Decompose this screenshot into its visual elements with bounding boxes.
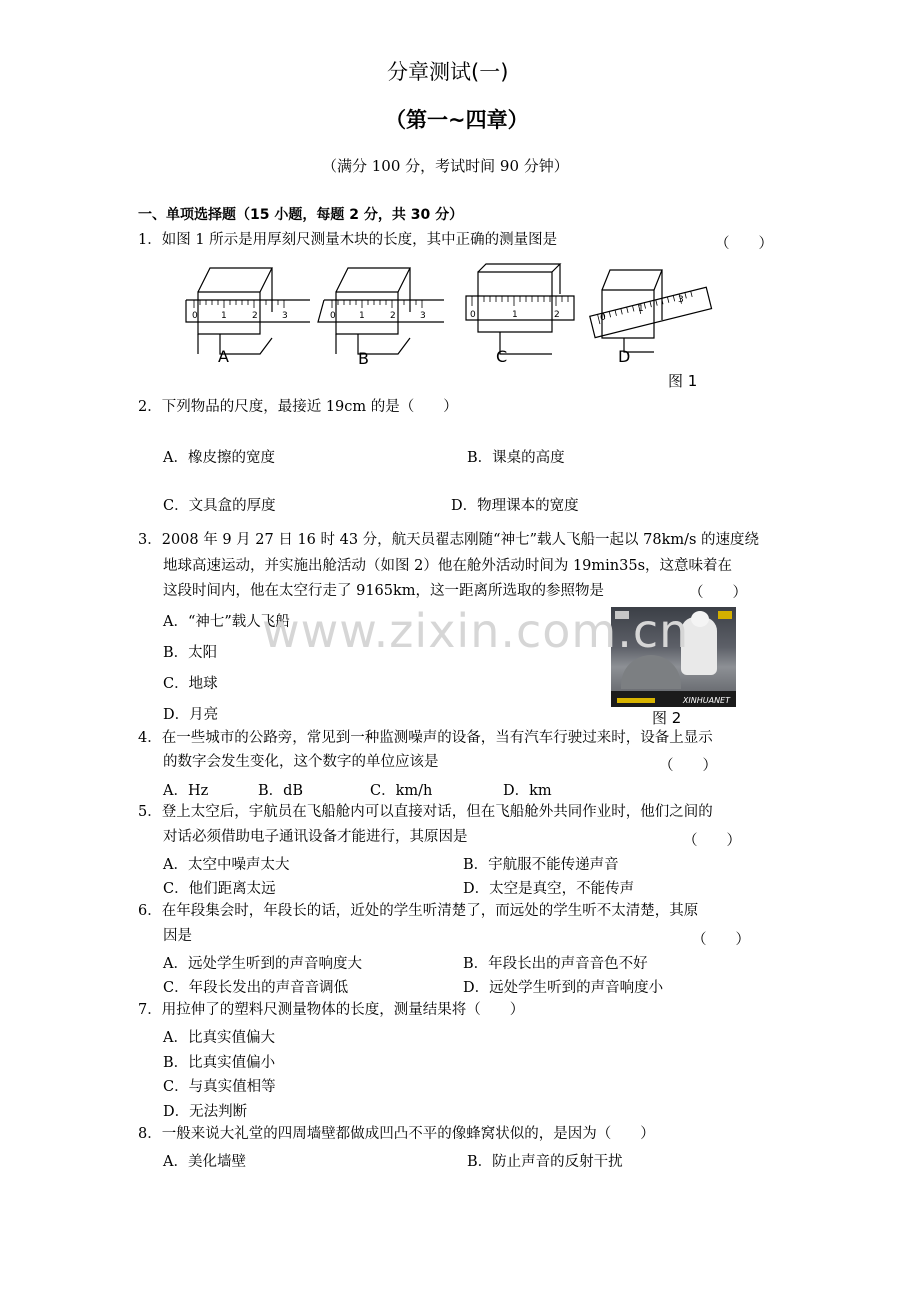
option-c: C．他们距离太远 (163, 881, 276, 897)
option-b: B．dB (258, 783, 304, 799)
tick-label: 0 (600, 313, 606, 323)
option-b: B．防止声音的反射干扰 (467, 1154, 623, 1170)
question-1-text: 1．如图 1 所示是用厚刻尺测量木块的长度，其中正确的测量图是 (138, 232, 558, 248)
figure-letter-b: B (358, 349, 369, 368)
ruler-diagram-c (466, 264, 574, 354)
tick-label: 1 (512, 310, 518, 320)
option-b: B．课桌的高度 (467, 450, 565, 466)
tick-label: 1 (359, 311, 365, 321)
option-c: C．文具盒的厚度 (163, 498, 276, 514)
option-a: A．远处学生听到的声音响度大 (163, 956, 362, 972)
option-b: B．年段长出的声音音色不好 (463, 956, 648, 972)
option-a: A．“神七”载人飞船 (163, 614, 290, 630)
tick-label: 0 (330, 311, 336, 321)
option-a: A．美化墙壁 (163, 1154, 246, 1170)
ruler-diagram-a (186, 268, 310, 354)
question-5-line-1: 5．登上太空后，宇航员在飞船舱内可以直接对话，但在飞船舱外共同作业时，他们之间的 (138, 804, 713, 820)
figure-letter-a: A (218, 347, 229, 366)
answer-paren: （ ） (659, 758, 717, 774)
figure-1-label: 图 1 (668, 372, 698, 390)
option-a: A．Hz (163, 783, 209, 799)
tick-label: 2 (554, 310, 560, 320)
option-a: A．太空中噪声太大 (163, 857, 290, 873)
question-6-line-1: 6．在年段集会时，年段长的话，近处的学生听清楚了，而远处的学生听不太清楚，其原 (138, 903, 699, 919)
option-d: D．太空是真空，不能传声 (463, 881, 635, 897)
question-7-text: 7．用拉伸了的塑料尺测量物体的长度，测量结果将（ ） (138, 1002, 525, 1018)
option-c: C．年段长发出的声音音调低 (163, 980, 349, 996)
exam-note: （满分 100 分，考试时间 90 分钟） (322, 157, 569, 175)
tick-label: 3 (282, 311, 288, 321)
question-5-line-2: 对话必须借助电子通讯设备才能进行，其原因是 (163, 829, 468, 845)
figure-letter-d: D (618, 347, 631, 366)
tick-label: 0 (192, 311, 198, 321)
document-subtitle: （第一~四章） (385, 108, 529, 132)
question-3-line-2: 地球高速运动，并实施出舱活动（如图 2）他在舱外活动时间为 19min35s，这意味着在 (163, 558, 733, 574)
question-3-line-3: 这段时间内，他在太空行走了 9165km，这一距离所选取的参照物是 (163, 583, 605, 599)
tick-label: 2 (252, 311, 258, 321)
option-b: B．宇航服不能传递声音 (463, 857, 619, 873)
option-b: B．比真实值偏小 (163, 1055, 276, 1071)
answer-paren: （ ） (683, 833, 741, 849)
tick-label: 3 (420, 311, 426, 321)
section-heading: 一、单项选择题（15 小题，每题 2 分，共 30 分） (138, 207, 464, 223)
option-a: A．橡皮擦的宽度 (163, 450, 275, 466)
option-d: D．无法判断 (163, 1104, 248, 1120)
option-c: C．地球 (163, 676, 218, 692)
question-4-line-1: 4．在一些城市的公路旁，常见到一种监测噪声的设备，当有汽车行驶过来时，设备上显示 (138, 730, 713, 746)
figure-letter-c: C (496, 347, 508, 366)
question-8-text: 8．一般来说大礼堂的四周墙壁都做成凹凸不平的像蜂窝状似的，是因为（ ） (138, 1126, 655, 1142)
option-c: C．与真实值相等 (163, 1079, 276, 1095)
document-title: 分章测试(一) (387, 60, 509, 84)
option-b: B．太阳 (163, 645, 218, 661)
option-c: C．km/h (370, 783, 433, 799)
option-a: A．比真实值偏大 (163, 1030, 275, 1046)
tick-label: 1 (221, 311, 227, 321)
option-d: D．km (503, 783, 552, 799)
figure-1-rulers (180, 262, 720, 370)
photo-logo: XINHUANET (682, 696, 730, 705)
option-d: D．月亮 (163, 707, 219, 723)
question-6-line-2: 因是 (163, 928, 192, 944)
question-2-text: 2．下列物品的尺度，最接近 19cm 的是（ ） (138, 399, 458, 415)
tick-label: 3 (678, 295, 684, 305)
tick-label: 0 (470, 310, 476, 320)
figure-2-label: 图 2 (652, 709, 682, 727)
option-d: D．物理课本的宽度 (451, 498, 579, 514)
answer-paren: （ ） (689, 585, 747, 601)
answer-paren: （ ） (715, 236, 773, 252)
ruler-diagram-d (590, 270, 712, 352)
answer-paren: （ ） (692, 932, 750, 948)
option-d: D．远处学生听到的声音响度小 (463, 980, 664, 996)
tick-label: 1 (638, 304, 644, 314)
question-3-line-1: 3．2008 年 9 月 27 日 16 时 43 分，航天员翟志刚随“神七”载人飞船一起以 78km/s 的速度绕 (138, 532, 760, 548)
tick-label: 2 (390, 311, 396, 321)
watermark: www.zixin.com.cn (262, 604, 690, 658)
question-4-line-2: 的数字会发生变化，这个数字的单位应该是 (163, 754, 439, 770)
